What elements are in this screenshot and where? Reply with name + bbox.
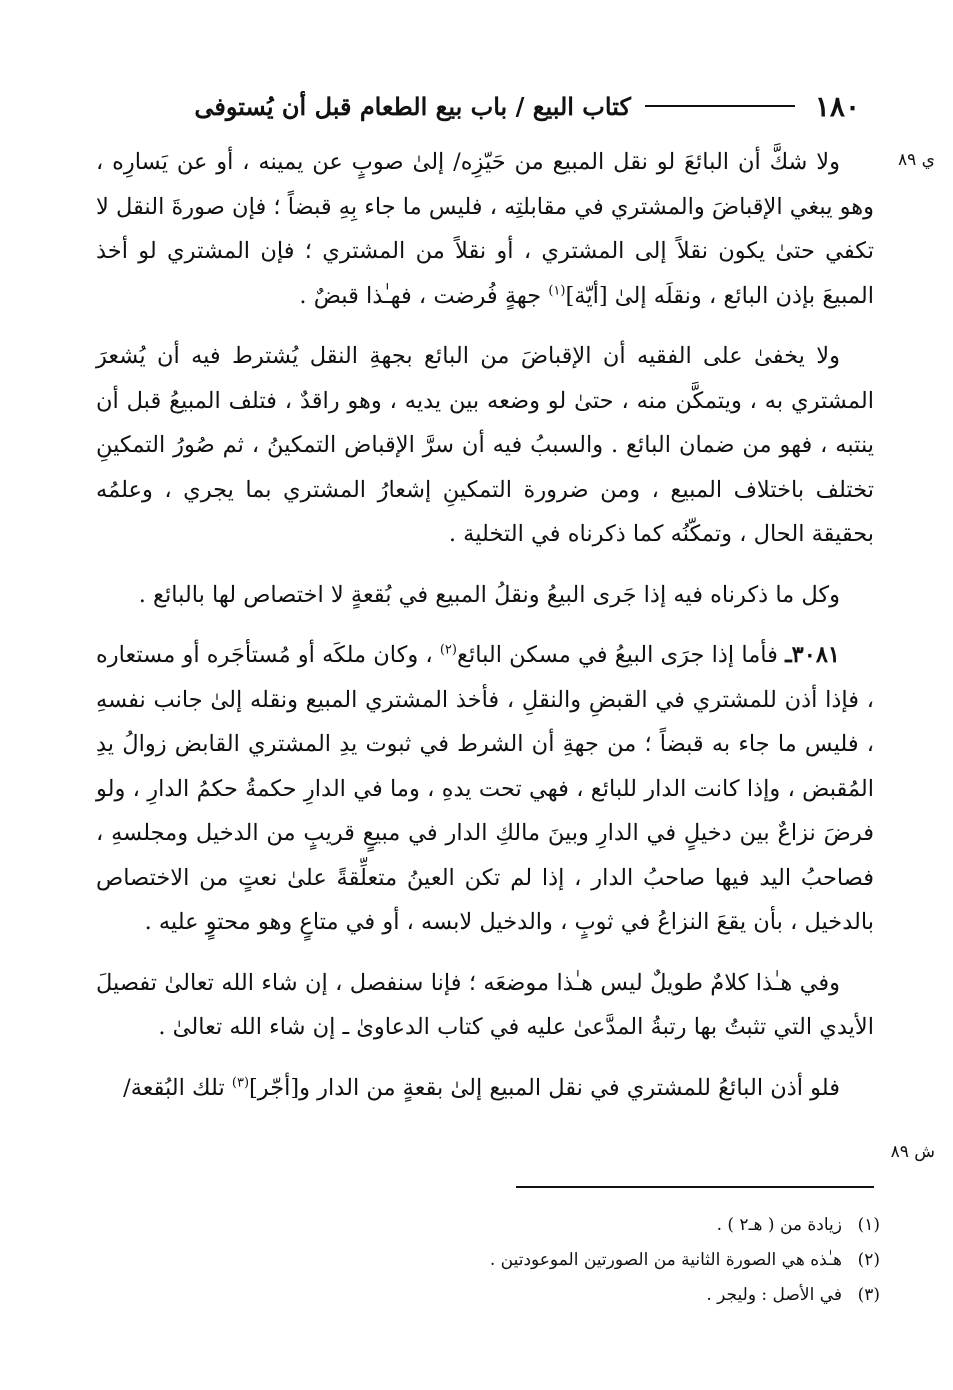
footnote-ref: (٢): [439, 642, 457, 658]
footnote: [300, 1208, 880, 1243]
paragraph-text: جهةٍ فُرضت ، فهـٰذا قبضٌ .: [299, 282, 549, 309]
footnote-text: زيادة من ( هـ٢ ) .: [716, 1215, 842, 1235]
footnote: [300, 1278, 880, 1313]
paragraph: [96, 1066, 874, 1111]
paragraph-text: ، وكان ملكَه أو مُستأجَره أو مستعاره ، فإذا أذن للمشتري في القبضِ والنقلِ ، فأخذ المشتري المبيع ونقله إلىٰ جانب نفسهِ ، فليس ما جاء به قبضاً ؛ من جهةِ أن الشرط في ثبوت يدِ المشتري القابض زوالُ يدِ المُقبض ، وإذا كانت الدار للبائع ، فهي تحت يدهِ ، وما في الدارِ حكمةُ حكمُ الدارِ ، ولو فرضَ نزاعٌ بين دخيلٍ في الدارِ وبينَ مالكِ الدار في مبيعٍ قريبٍ من الدخيل ومجلسهِ ، فصاحبُ اليد فيها صاحبُ الدار ، إذا لم تكن العينُ متعلِّقةً علىٰ نعتٍ من الاختصاص بالدخيل ، بأن يقعَ النزاعُ في ثوبٍ ، والدخيل لابسه ، أو في متاعٍ وهو محتوٍ عليه .: [96, 642, 874, 935]
paragraph: وفي هـٰذا كلامٌ طويلٌ ليس هـٰذا موضعَه ؛ فإنا سنفصل ، إن شاء الله تعالىٰ تفصيلَ الأيدي التي تثبتُ بها رتبةُ المدَّعىٰ عليه في كتاب الدعاوىٰ ـ إن شاء الله تعالىٰ .: [96, 969, 874, 1040]
margin-ref-top: ي ٨٩: [898, 150, 935, 170]
issue-paragraph: [96, 633, 874, 945]
paragraph-text: فلو أذن البائعُ للمشتري في نقل المبيع إلىٰ بقعةٍ من الدار و[أجّر]: [249, 1074, 840, 1101]
paragraph: وكل ما ذكرناه فيه إذا جَرى البيعُ ونقلُ المبيع في بُقعةٍ لا اختصاص لها بالبائع .: [138, 581, 840, 608]
paragraph-text: تلك البُقعة/: [123, 1074, 232, 1101]
footnote-ref: (٣): [231, 1075, 250, 1090]
main-text: [96, 140, 874, 1110]
running-header: [96, 86, 860, 126]
paragraph-text: فأما إذا جرَى البيعُ في مسكن البائع: [456, 642, 778, 668]
footnote-text: في الأصل : وليجر .: [706, 1285, 842, 1305]
footnote-number: (١): [857, 1215, 880, 1235]
running-title: كتاب البيع / باب بيع الطعام قبل أن يُستوفى: [194, 91, 631, 121]
footnote-ref: (١): [548, 283, 566, 298]
paragraph: ولا يخفىٰ على الفقيه أن الإقباضَ من البائع بجهةِ النقل يُشترط فيه أن يُشعرَ المشتري به ، ويتمكَّن منه ، حتىٰ لو وضعه بين يديه ، وهو راقدٌ ، فتلف المبيعُ قبل أن ينتبه ، فهو من ضمان البائع . والسببُ فيه أن سرَّ الإقباض التمكينُ ، ثم صُورُ التمكينِ تختلف باختلاف المبيع ، ومن ضرورة التمكينِ إشعارُ المشتري بما يجري ، وعلمُه بحقيقة الحال ، وتمكّنُه كما ذكرناه في التخلية .: [96, 343, 874, 547]
footnote-text: هـٰذه هي الصورة الثانية من الصورتين الموعودتين .: [489, 1250, 842, 1270]
header-rule: [645, 105, 795, 107]
paragraph-text: ولا شكَّ أن البائعَ لو نقل المبيع من حَيّزِه/ إلىٰ صوبٍ عن يمينه ، أو عن يَسارِه ، وهو يبغي الإقباضَ والمشتري في مقابلتِه ، فليس ما جاء بِهِ قبضاً ؛ فإن صورةَ النقل لا تكفي حتىٰ يكون نقلاً إلى المشتري ، أو نقلاً من المشتري ؛ فإن المشتري لو أخذ المبيعَ بإذن البائع ، ونقلَه إلىٰ [أيّة]: [96, 149, 874, 309]
footnote-number: (٢): [857, 1250, 880, 1270]
issue-number: ٣٠٨١ـ: [785, 642, 840, 668]
margin-ref-bottom: ش ٨٩: [890, 1142, 935, 1162]
footnote-number: (٣): [857, 1285, 880, 1305]
paragraph: [96, 140, 874, 318]
footnotes: [300, 1208, 880, 1313]
page-number: ١٨٠: [814, 89, 860, 123]
footnote: [300, 1243, 880, 1278]
footnote-rule: [516, 1186, 874, 1188]
